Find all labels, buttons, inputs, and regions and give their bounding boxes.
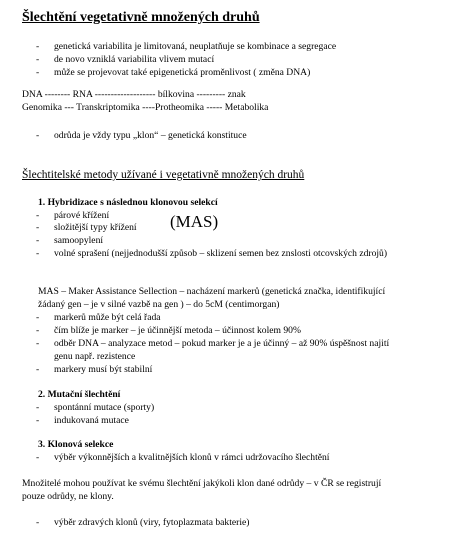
chain-dna-line: DNA -------- RNA ------------------- bílkovina --------- znak	[22, 89, 246, 100]
list-item: markerů může být celá řada	[54, 312, 161, 323]
section-2-heading: 2. Mutační šlechtění	[38, 389, 121, 400]
section-3-heading: 3. Klonová selekce	[38, 439, 114, 450]
final-paragraph-line: Množitelé mohou používat ke svému šlechtění jakýkoli klon dané odrůdy – v ČR se registrují	[22, 478, 382, 489]
bullet-dash: -	[36, 210, 40, 221]
bullet-dash: -	[36, 130, 40, 141]
bullet-dash: -	[36, 517, 40, 528]
list-item: čím blíže je marker – je účinnější metoda – účinnost kolem 90%	[54, 325, 301, 336]
bullet-dash: -	[36, 248, 40, 259]
list-item: odběr DNA – analyzace metod – pokud marker je a je účinný – až 90% úspěšnost najití	[54, 338, 390, 349]
bullet-dash: -	[36, 452, 40, 463]
bullet-dash: -	[36, 54, 40, 65]
bullet-dash: -	[36, 364, 40, 375]
bullet-dash: -	[36, 312, 40, 323]
list-item: volné sprašení (nejjednodušší způsob – sklizení semen bez znslosti otcovských zdrojů)	[54, 248, 388, 259]
bullet-dash: -	[36, 415, 40, 426]
list-item: samoopylení	[54, 235, 104, 246]
bullet-dash: -	[36, 41, 40, 52]
list-item: párové křížení	[54, 210, 110, 221]
list-item: markery musí být stabilní	[54, 364, 153, 375]
list-item: de novo vzniklá variabilita vlivem mutací	[54, 54, 215, 65]
bullet-dash: -	[36, 67, 40, 78]
list-item: genetická variabilita je limitovaná, neuplatňuje se kombinace a segregace	[54, 41, 337, 52]
mas-paragraph-line: MAS – Maker Assistance Sellection – nacházení markerů (genetická značka, identifikující	[38, 286, 386, 297]
list-item: výběr výkonnějších a kvalitnějších klonů v rámci udržovacího šlechtění	[54, 452, 330, 463]
final-paragraph-line: pouze odrůdy, ne klony.	[22, 491, 114, 502]
list-item: složitější typy křížení	[54, 222, 137, 233]
mas-label: (MAS)	[170, 212, 219, 231]
page-title: Šlechtění vegetativně množených druhů	[22, 10, 260, 25]
chain-omics-line: Genomika --- Transkriptomika ----Protheomika ----- Metabolika	[22, 102, 269, 113]
bullet-dash: -	[36, 325, 40, 336]
list-item: výběr zdravých klonů (viry, fytoplazmata bakterie)	[54, 517, 250, 528]
list-item-continuation: genu např. rezistence	[54, 351, 136, 362]
list-item: může se projevovat také epigenetická proměnlivost ( změna DNA)	[54, 67, 311, 78]
list-item: indukovaná mutace	[54, 415, 129, 426]
bullet-dash: -	[36, 402, 40, 413]
list-item: spontánní mutace (sporty)	[54, 402, 155, 413]
bullet-dash: -	[36, 222, 40, 233]
bullet-dash: -	[36, 235, 40, 246]
bullet-dash: -	[36, 338, 40, 349]
section-1-heading: 1. Hybridizace s následnou klonovou selekcí	[38, 197, 218, 208]
list-item: odrůda je vždy typu „klon“ – genetická konstituce	[54, 130, 247, 141]
section-title: Šlechtitelské metody užívané i vegetativně množených druhů	[22, 169, 305, 181]
mas-paragraph-line: žádaný gen – je v silné vazbě na gen ) – do 5cM (centimorgan)	[38, 299, 280, 310]
